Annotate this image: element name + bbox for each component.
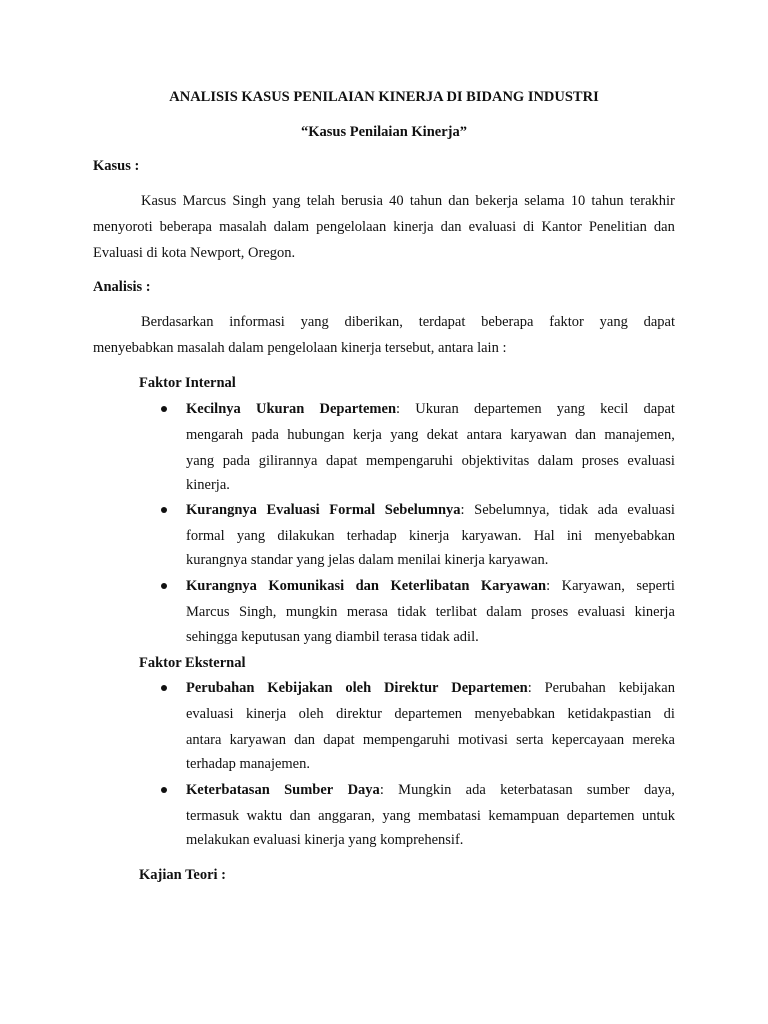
word: evaluasi — [627, 453, 675, 469]
bullet-dot — [161, 507, 167, 513]
faktor-internal-heading: Faktor Internal — [139, 375, 236, 391]
word: ada — [597, 502, 618, 518]
word: proses — [581, 453, 619, 469]
word: direktur — [336, 706, 382, 722]
analisis-line-2: menyebabkan masalah dalam pengelolaan kinerja tersebut, antara lain : — [93, 340, 507, 356]
word: waktu — [246, 808, 283, 824]
word: dapat — [323, 732, 355, 748]
term-word: Keterbatasan — [186, 782, 270, 798]
word: evaluasi — [186, 706, 234, 722]
internal-item-3-line-2 — [186, 603, 675, 621]
word: dan — [440, 219, 462, 235]
word: kepercayaan — [551, 732, 625, 748]
word: dan — [448, 193, 470, 209]
word: dapat — [643, 401, 675, 417]
kasus-line-1 — [141, 192, 675, 210]
internal-item-1-line-2 — [186, 426, 675, 444]
word: tahun — [591, 193, 624, 209]
word — [451, 679, 532, 697]
eksternal-item-2-line-2 — [186, 807, 675, 825]
internal-item-2-line-2 — [186, 527, 675, 545]
word: ini — [566, 528, 583, 544]
word: departemen — [394, 706, 463, 722]
word: masalah — [219, 219, 267, 235]
word: evaluasi — [627, 502, 675, 518]
word: objektivitas — [461, 453, 530, 469]
word: manajemen, — [604, 427, 675, 443]
word: yang — [300, 314, 329, 330]
word: evaluasi — [468, 219, 517, 235]
word: sumber — [586, 782, 630, 798]
internal-item-3-first-line — [186, 577, 675, 595]
word — [320, 400, 401, 418]
word: : — [527, 680, 532, 696]
term-word: Departemen — [451, 680, 528, 696]
word: pengelolaan — [316, 219, 387, 235]
word: motivasi — [457, 732, 508, 748]
word: antara — [466, 427, 502, 443]
word: dekat — [426, 427, 459, 443]
word: ada — [465, 782, 486, 798]
word: ketidakpastian — [567, 706, 652, 722]
eksternal-item-2-line-3: melakukan evaluasi kinerja yang komprehensif. — [186, 832, 464, 848]
word: 40 — [389, 193, 404, 209]
word: karyawan — [229, 732, 286, 748]
analisis-heading: Analisis : — [93, 279, 151, 295]
term-word: oleh — [345, 680, 372, 696]
word: kemampuan — [488, 808, 560, 824]
term-word: Kurangnya — [186, 502, 257, 518]
word: kerja — [352, 427, 382, 443]
word: Marcus — [182, 193, 227, 209]
analisis-line-1 — [141, 313, 675, 331]
word: dan — [294, 732, 316, 748]
word: kebijakan — [618, 680, 675, 696]
word: oleh — [298, 706, 324, 722]
eksternal-item-1-line-3 — [186, 731, 675, 749]
term-word: Kecilnya — [186, 401, 241, 417]
word: departemen — [473, 401, 542, 417]
word: tahun — [409, 193, 443, 209]
bullet-dot — [161, 787, 167, 793]
bullet-dot — [161, 406, 167, 412]
word: Singh — [232, 193, 267, 209]
word: Penelitian — [588, 219, 647, 235]
word: tidak — [397, 604, 427, 620]
word: terhadap — [346, 528, 397, 544]
word: Kantor — [541, 219, 582, 235]
word: : — [460, 502, 465, 518]
word: menyebabkan — [474, 706, 556, 722]
word: pada — [222, 453, 251, 469]
word: kinerja — [393, 219, 434, 235]
word: pada — [251, 427, 279, 443]
word: karyawan. — [461, 528, 522, 544]
word: Berdasarkan — [141, 314, 214, 330]
word: yang — [186, 453, 215, 469]
word: Karyawan, — [561, 578, 625, 594]
word: bekerja — [475, 193, 519, 209]
word: dilakukan — [277, 528, 335, 544]
word: evaluasi — [577, 604, 626, 620]
kajian-teori-heading: Kajian Teori : — [139, 867, 227, 883]
term-word: Evaluasi — [266, 502, 320, 518]
word — [481, 577, 550, 595]
word: kinerja — [245, 706, 287, 722]
word: anggaran, — [318, 808, 375, 824]
word: 10 — [570, 193, 586, 209]
word: merasa — [346, 604, 388, 620]
bullet-dot — [161, 583, 167, 589]
word: Perubahan — [544, 680, 606, 696]
internal-item-2-first-line — [186, 501, 675, 519]
word: antara — [186, 732, 222, 748]
word: faktor — [549, 314, 584, 330]
word: proses — [531, 604, 569, 620]
internal-item-1-line-3 — [186, 452, 675, 470]
word: Sebelumnya, — [474, 502, 550, 518]
word: terakhir — [629, 193, 675, 209]
word: yang — [599, 314, 628, 330]
eksternal-item-1-line-2 — [186, 705, 675, 723]
word: : — [546, 578, 551, 594]
word: Hal — [533, 528, 555, 544]
word: kecil — [600, 401, 629, 417]
word: di — [663, 706, 675, 722]
word — [348, 781, 384, 799]
word: yang — [272, 193, 301, 209]
kasus-heading: Kasus : — [93, 158, 140, 174]
word: dalam — [273, 219, 310, 235]
term-word: Departemen — [319, 401, 397, 417]
word — [385, 501, 465, 519]
word: menyoroti — [93, 219, 153, 235]
word: menyebabkan — [594, 528, 675, 544]
kasus-line-3: Evaluasi di kota Newport, Oregon. — [93, 245, 296, 261]
word: seperti — [636, 578, 675, 594]
word: Mungkin — [398, 782, 452, 798]
word: serta — [516, 732, 544, 748]
word: yang — [556, 401, 585, 417]
word: dalam — [537, 453, 574, 469]
faktor-eksternal-heading: Faktor Eksternal — [139, 655, 246, 671]
term-word: Sumber — [284, 782, 334, 798]
internal-item-3-line-3: sehingga keputusan yang diambil terasa tidak adil. — [186, 629, 479, 645]
word: : — [379, 782, 384, 798]
word: yang — [390, 427, 419, 443]
word: diberikan, — [344, 314, 403, 330]
word: terdapat — [418, 314, 466, 330]
term-word: Komunikasi — [268, 578, 345, 594]
kasus-line-2 — [93, 218, 675, 236]
term-word: Kebijakan — [267, 680, 333, 696]
word: beberapa — [159, 219, 212, 235]
term-word: Formal — [329, 502, 376, 518]
term-word: Karyawan — [480, 578, 547, 594]
eksternal-item-1-line-4: terhadap manajemen. — [186, 756, 310, 772]
term-word: Ukuran — [255, 401, 305, 417]
word: selama — [524, 193, 565, 209]
internal-item-1-line-4: kinerja. — [186, 477, 230, 493]
word: dalam — [486, 604, 522, 620]
word: Ukuran — [415, 401, 459, 417]
word: keterbatasan — [500, 782, 573, 798]
eksternal-item-1-first-line — [186, 679, 675, 697]
word: daya, — [643, 782, 675, 798]
word: Marcus — [186, 604, 230, 620]
word: informasi — [229, 314, 285, 330]
word: kinerja — [408, 528, 450, 544]
term-word: Sebelumnya — [384, 502, 461, 518]
word: terlibat — [435, 604, 477, 620]
internal-item-1-first-line — [186, 400, 675, 418]
word: beberapa — [481, 314, 534, 330]
internal-item-2-line-3: kurangnya standar yang jelas dalam menilai kinerja karyawan. — [186, 552, 549, 568]
word: formal — [186, 528, 225, 544]
term-word: Kurangnya — [186, 578, 257, 594]
word: mempengaruhi — [362, 732, 450, 748]
word: : — [396, 401, 401, 417]
word: hubungan — [287, 427, 345, 443]
word: membatasi — [418, 808, 481, 824]
eksternal-item-2-first-line — [186, 781, 675, 799]
word: yang — [236, 528, 266, 544]
word: di — [523, 219, 535, 235]
word: yang — [382, 808, 411, 824]
word: mengarah — [186, 427, 244, 443]
word: gilirannya — [258, 453, 318, 469]
word: dan — [575, 427, 597, 443]
word: Singh, — [238, 604, 277, 620]
word: termasuk — [186, 808, 240, 824]
word: departemen — [566, 808, 635, 824]
term-word: Daya — [347, 782, 380, 798]
word: dan — [653, 219, 675, 235]
word: mempengaruhi — [366, 453, 453, 469]
word: tidak — [559, 502, 589, 518]
document-title: ANALISIS KASUS PENILAIAN KINERJA DI BIDANG INDUSTRI — [169, 89, 599, 105]
term-word: Direktur — [383, 680, 439, 696]
word: berusia — [341, 193, 383, 209]
word: Kasus — [141, 193, 177, 209]
word: dapat — [643, 314, 675, 330]
word: kinerja — [634, 604, 675, 620]
bullet-dot — [161, 685, 167, 691]
document-subtitle: “Kasus Penilaian Kinerja” — [301, 124, 467, 140]
word: untuk — [641, 808, 675, 824]
term-word: Perubahan — [186, 680, 255, 696]
word: karyawan — [510, 427, 567, 443]
word: dan — [289, 808, 311, 824]
word: dapat — [326, 453, 358, 469]
term-word: dan — [355, 578, 379, 594]
word: mungkin — [285, 604, 338, 620]
term-word: Keterlibatan — [390, 578, 470, 594]
word: telah — [306, 193, 335, 209]
word: mereka — [632, 732, 675, 748]
